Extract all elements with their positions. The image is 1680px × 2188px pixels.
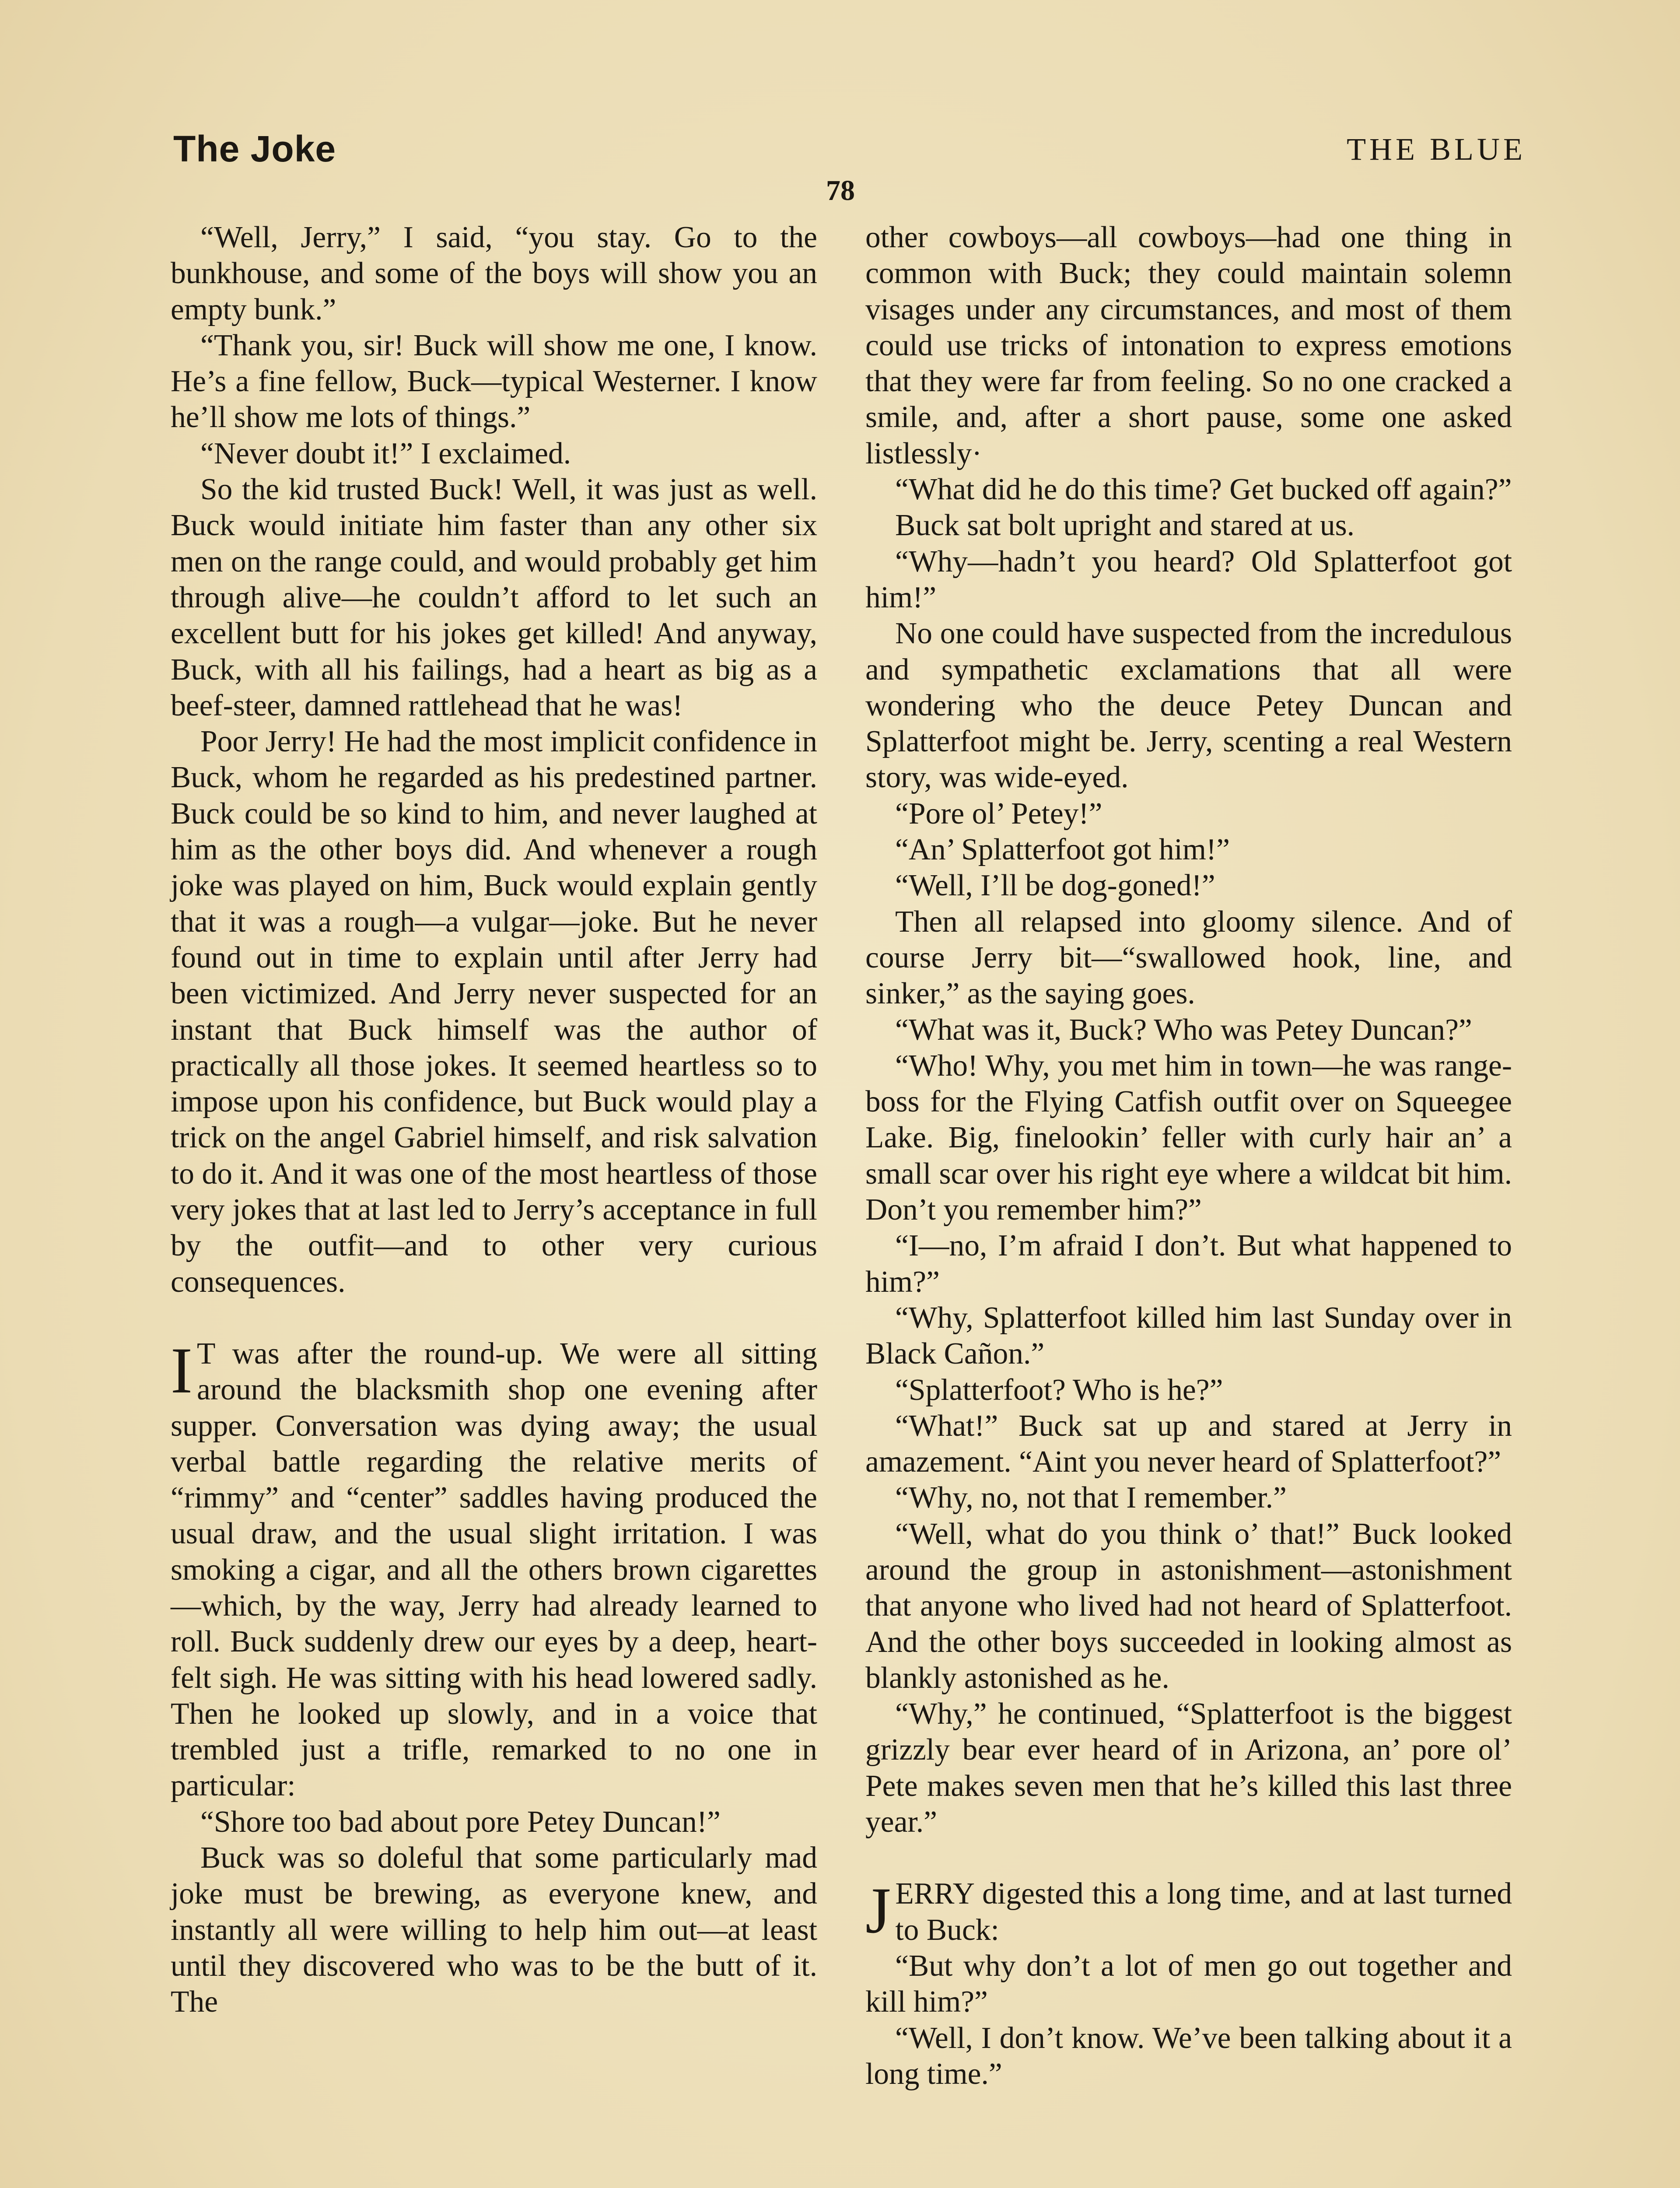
section-break <box>865 1840 1512 1876</box>
paragraph: Poor Jerry! He had the most implicit confidence in Buck, whom he regarded as his predestined partner. Buck could be so kind to him, and never laughed at him as the other boys did. And whenever a rough joke was played on him, Buck would explain gently that it was a rough—a vulgar—joke. But he never found out in time to explain until after Jerry had been victimized. And Jerry never suspected for an instant that Buck himself was the author of practically all those jokes. It seemed heartless so to impose upon his confidence, but Buck would play a trick on the angel Gabriel himself, and risk salvation to do it. And it was one of the most heartless of those very jokes that at last led to Jerry’s acceptance in full by the outfit—and to other very curious consequences. <box>171 725 817 1299</box>
paragraph: “I—no, I’m afraid I don’t. But what happened to him?” <box>865 1229 1512 1299</box>
section-opening-paragraph <box>865 1876 1512 1948</box>
running-head-title: The Joke <box>173 128 336 169</box>
paragraph: “Why,” he continued, “Splatterfoot is the biggest grizzly bear ever heard of in Arizona, an’ pore ol’ Pete makes seven men that he’s killed this last three year.” <box>865 1697 1512 1839</box>
paragraph: “What was it, Buck? Who was Petey Duncan?” <box>895 1013 1472 1047</box>
paragraph: Buck sat bolt upright and stared at us. <box>895 508 1355 543</box>
section-break <box>171 1300 817 1336</box>
paragraph: “Well, I don’t know. We’ve been talking about it a long time.” <box>865 2021 1512 2091</box>
paragraph: “An’ Splatterfoot got him!” <box>895 833 1230 867</box>
paragraph: No one could have suspected from the incredulous and sympathetic exclamations that all were wondering who the deuce Petey Duncan and Splatterfoot might be. Jerry, scenting a real Western story, was wide-eyed. <box>865 617 1512 795</box>
paragraph: “What!” Buck sat up and stared at Jerry in amazement. “Aint you never heard of Splatterfoot?” <box>865 1409 1512 1479</box>
paragraph: “Thank you, sir! Buck will show me one, I know. He’s a fine fellow, Buck—typical Westerner. I know he’ll show me lots of things.” <box>171 328 817 435</box>
left-column <box>171 220 817 2020</box>
paragraph: “What did he do this time? Get bucked off again?” <box>895 473 1512 507</box>
section-opening-paragraph <box>171 1336 817 1804</box>
paragraph: “Why—hadn’t you heard? Old Splatterfoot got him!” <box>865 544 1512 614</box>
page-number: 78 <box>826 175 855 207</box>
paragraph: “Why, no, not that I remember.” <box>895 1481 1287 1515</box>
paragraph: So the kid trusted Buck! Well, it was just as well. Buck would initiate him faster than any other six men on the range could, and would probably get him through alive—he couldn’t afford to let such an excellent butt for his jokes get killed! And anyway, Buck, with all his failings, had a heart as big as a beef-steer, damned rattlehead that he was! <box>171 473 817 722</box>
paragraph: “But why don’t a lot of men go out together and kill him?” <box>865 1949 1512 2019</box>
running-head-magazine: THE BLUE <box>1347 132 1526 167</box>
section-opening-text: ERRY digested this a long time, and at last turned to Buck: <box>895 1877 1512 1947</box>
paragraph: “Well, I’ll be dog-goned!” <box>895 869 1215 903</box>
section-opening-text: T was after the round-up. We were all sitting around the blacksmith shop one evening after supper. Conversation was dying away; the usual verbal battle regarding the relative merits of “rimmy” and “center” saddles having produced the usual draw, and the usual slight irritation. I was smoking a cigar, and all the others brown cigarettes—which, by the way, Jerry had already learned to roll. Buck suddenly drew our eyes by a deep, heart-felt sigh. He was sitting with his head lowered sadly. Then he looked up slowly, and in a voice that trembled just a trifle, remarked to no one in particular: <box>171 1336 817 1803</box>
right-column <box>865 220 1512 2092</box>
drop-cap: J <box>865 1874 891 1947</box>
paragraph: “Who! Why, you met him in town—he was range-boss for the Flying Catfish outfit over on Squeegee Lake. Big, finelookin’ feller with curly hair an’ a small scar over his right eye where a wildcat bit him. Don’t you remember him?” <box>865 1048 1512 1227</box>
paragraph: “Shore too bad about pore Petey Duncan!” <box>200 1805 721 1839</box>
continued-paragraph: other cowboys—all cowboys—had one thing in common with Buck; they could maintain solemn visages under any circumstances, and most of them could use tricks of intonation to express emotions that they were far from feeling. So no one cracked a smile, and, after a short pause, some one asked listlessly· <box>865 221 1512 470</box>
paragraph: “Well, what do you think o’ that!” Buck looked around the group in astonishment—astonishment that anyone who lived had not heard of Splatterfoot. And the other boys succeeded in looking almost as blankly astonished as he. <box>865 1517 1512 1695</box>
paragraph: “Well, Jerry,” I said, “you stay. Go to the bunkhouse, and some of the boys will show you an empty bunk.” <box>171 221 817 326</box>
paragraph: “Never doubt it!” I exclaimed. <box>200 436 571 470</box>
paragraph: “Splatterfoot? Who is he?” <box>895 1373 1223 1407</box>
paragraph: Buck was so doleful that some particularly mad joke must be brewing, as everyone knew, and instantly all were willing to help him out—at least until they discovered who was to be the butt of it. The <box>171 1841 817 2019</box>
paragraph: “Why, Splatterfoot killed him last Sunday over in Black Cañon.” <box>865 1301 1512 1371</box>
drop-cap: I <box>171 1334 192 1407</box>
paragraph: Then all relapsed into gloomy silence. And of course Jerry bit—“swallowed hook, line, and sinker,” as the saying goes. <box>865 905 1512 1011</box>
paragraph: “Pore ol’ Petey!” <box>895 796 1102 831</box>
